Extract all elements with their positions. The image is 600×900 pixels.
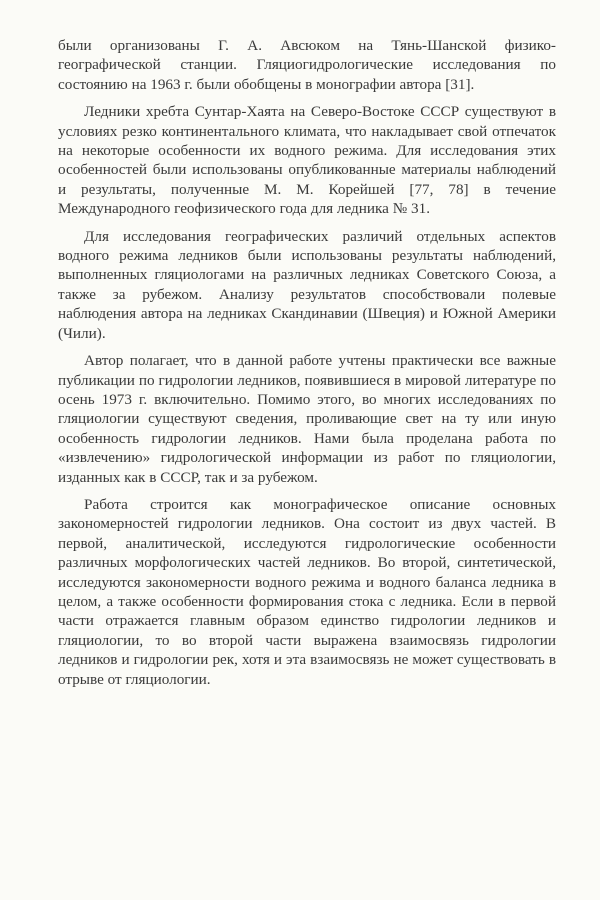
page-text: [58, 36, 556, 697]
paragraph-1: были организованы Г. А. Авсюком на Тянь-Шанской физико-географической станции. Гляциогидрологические исследования по состоянию на 1963 г. были обобщены в монографии автора [31].: [58, 37, 556, 93]
paragraph-3: Для исследования географических различий отдельных аспектов водного режима ледников были использованы результаты наблюдений, выполненных гляциологами на различных ледниках Советского Союза, а также за рубежом. Анализу результатов способствовали полевые наблюдения автора на ледниках Скандинавии (Швеция) и Южной Америки (Чили).: [58, 227, 556, 342]
paragraph-5: Работа строится как монографическое описание основных закономерностей гидрологии ледников. Она состоит из двух частей. В первой, аналитической, исследуются гидрологические особенности различных морфологических частей ледников. Во второй, синтетической, исследуются закономерности водного режима и водного баланса ледника в целом, а также особенности формирования стока с ледника. Если в первой части отражается главным образом единство гидрологии ледников и гляциологии, то во второй части выражена взаимосвязь гидрологии ледников и гидрологии рек, хотя и эта взаимосвязь не может существовать в отрыве от гляциологии.: [58, 495, 556, 688]
paragraph-2: Ледники хребта Сунтар-Хаята на Северо-Востоке СССР существуют в условиях резко континентального климата, что накладывает свой отпечаток на некоторые особенности их водного режима. Для исследования этих особенностей были использованы опубликованные материалы наблюдений и результаты, полученные М. М. Корейшей [77, 78] в течение Международного геофизического года для ледника № 31.: [58, 103, 556, 218]
paragraph-4: Автор полагает, что в данной работе учтены практически все важные публикации по гидрологии ледников, появившиеся в мировой литературе по осень 1973 г. включительно. Помимо этого, во многих исследованиях по гляциологии существуют сведения, проливающие свет на ту или иную особенность гидрологии ледников. Нами была проделана работа по «извлечению» гидрологической информации из работ по гляциологии, изданных как в СССР, так и за рубежом.: [58, 352, 556, 486]
